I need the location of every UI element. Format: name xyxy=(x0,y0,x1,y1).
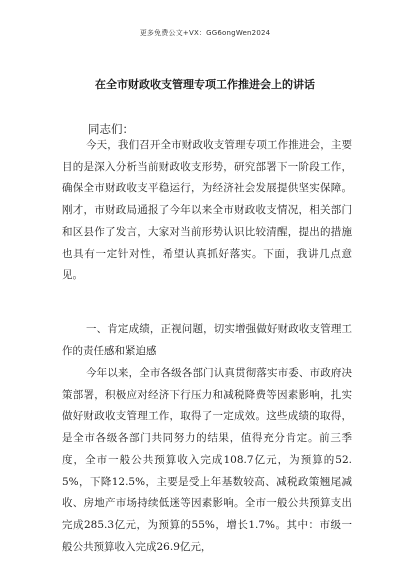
salutation: 同志们： xyxy=(88,122,134,136)
body-paragraph-opening xyxy=(62,135,352,287)
header-note: 更多免费公文+VX：GG6ongWen2024 xyxy=(139,29,271,37)
body-paragraph-achievements xyxy=(62,363,352,558)
paragraph-text: 今年以来，全市各级各部门认真贯彻落实市委、市政府决策部署，积极应对经济下行压力和减税降费等因素影响，扎实做好财政收支管理工作，取得了一定成效。这些成绩的取得，是全市各级各部门共同努力的结果，值得充分肯定。前三季度，全市一般公共预算收入完成108.7亿元，为预算的52.5%，下降12.5%，主要是受上年基数较高、减税政策翘尾减收、房地产市场持续低迷等因素影响。全市一般公共预算支出完成285.3亿元，为预算的55%，增长1.7%。其中：市级一般公共预算收入完成26.9亿元， xyxy=(62,367,352,553)
section-heading-one xyxy=(62,319,352,362)
section-heading-text: 一、肯定成绩，正视问题，切实增强做好财政收支管理工作的责任感和紧迫感 xyxy=(62,323,352,357)
document-title: 在全市财政收支管理专项工作推进会上的讲话 xyxy=(95,78,315,91)
paragraph-text: 今天，我们召开全市财政收支管理专项工作推进会，主要目的是深入分析当前财政收支形势，研究部署下一阶段工作，确保全市财政收支平稳运行，为经济社会发展提供坚实保障。刚才，市财政局通报了今年以来全市财政收支情况，相关部门和区县作了发言，大家对当前形势认识比较清醒，提出的措施也具有一定针对性，希望认真抓好落实。下面，我讲几点意见。 xyxy=(62,139,352,282)
